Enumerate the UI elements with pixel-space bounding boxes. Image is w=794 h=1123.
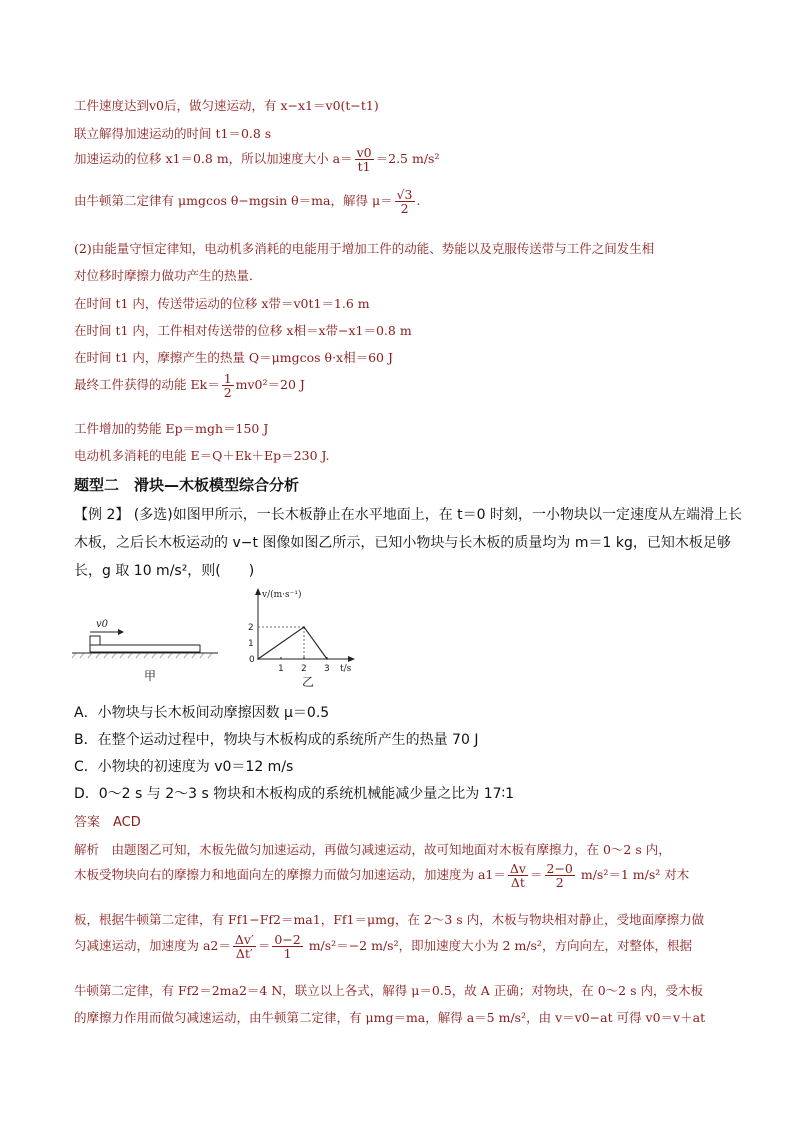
- x-tick-label: 3: [324, 664, 330, 674]
- solution-line-2: 联立解得加速运动的时间 t1＝0.8 s: [74, 126, 272, 141]
- x-tick-label: 1: [278, 664, 284, 674]
- solution-line-11: 工件增加的势能 Ep＝mgh＝150 J: [74, 421, 269, 436]
- analysis-line-5: 牛顿第二定律，有 Ff2＝2ma2＝4 N，联立以上各式，解得 μ＝0.5，故 A 正确；对物块，在 0～2 s 内，受木板: [74, 983, 703, 998]
- analysis-line-1: 解析 由题图乙可知，木板先做匀加速运动，再做匀减速运动，故可知地面对木板有摩擦力，在 0～2 s 内，: [74, 842, 671, 857]
- solution-line-3: 加速运动的位移 x1＝0.8 m，所以加速度大小 a＝ $\frac{v0}{t1}$ ＝2.5 m/s²: [74, 145, 440, 174]
- solution-line-4: 由牛顿第二定律有 μmgcos θ−mgsin θ＝ma，解得 μ＝ $\frac{√3}{2}$ .: [74, 187, 421, 216]
- solution-line-8: 在时间 t1 内，工件相对传送带的位移 x相＝x带−x1＝0.8 m: [74, 323, 412, 338]
- option-c: C．小物块的初速度为 v0＝12 m/s: [74, 759, 294, 775]
- solution-line-7: 在时间 t1 内，传送带运动的位移 x带＝v0t1＝1.6 m: [74, 296, 370, 311]
- analysis-line-3: 板，根据牛顿第二定律，有 Ff1−Ff2＝ma1，Ff1＝μmg，在 2～3 s 内，木板与物块相对静止，受地面摩擦力做: [74, 912, 705, 927]
- jia-label: 甲: [144, 669, 157, 683]
- example-line-3: 长，g 取 10 m/s²，则( ): [74, 563, 255, 579]
- y-tick-label: 1: [248, 639, 254, 649]
- option-d: D．0～2 s 与 2～3 s 物块和木板构成的系统机械能减少量之比为 17∶1: [74, 786, 515, 802]
- section-title: 题型二 滑块—木板模型综合分析: [74, 476, 300, 494]
- x-axis-label: t/s: [340, 664, 352, 674]
- x-tick-label: 2: [301, 664, 307, 674]
- example-line-2: 木板，之后长木板运动的 v−t 图像如图乙所示，已知小物块与长木板的质量均为 m＝1 kg，已知木板足够: [74, 535, 731, 551]
- solution-line-12: 电动机多消耗的电能 E＝Q＋Ek＋Ep＝230 J.: [74, 448, 330, 463]
- solution-line-9: 在时间 t1 内，摩擦产生的热量 Q＝μmgcos θ·x相＝60 J: [74, 350, 393, 365]
- figure-jia: [70, 610, 220, 685]
- v0-label: v0: [96, 619, 109, 630]
- vt-line-series: [258, 627, 327, 659]
- y-axis-label: v/(m·s⁻¹): [262, 590, 302, 600]
- yi-label: 乙: [302, 675, 315, 689]
- analysis-line-4: 匀减速运动，加速度为 a2＝ $\frac{\Delta v'}{\Delta t'}$ ＝ $\frac{0-2}{1}$ m/s²＝−2 m/s²，即加速度大小为 2 m/s²，方向向左，对整体，根据: [74, 932, 692, 961]
- analysis-line-2: 木板受物块向右的摩擦力和地面向左的摩擦力而做匀加速运动，加速度为 a1＝ $\frac{\Delta v}{\Delta t}$ ＝ $\frac{2-0}{2}$ m/s²＝1 m/s² 对木: [74, 861, 690, 890]
- y-tick-label: 2: [248, 623, 254, 633]
- answer: 答案 ACD: [74, 815, 141, 830]
- figure-yi-vt-graph: [240, 585, 370, 690]
- solution-line-6: 对位移时摩擦力做功产生的热量．: [74, 268, 262, 283]
- analysis-line-6: 的摩擦力作用而做匀减速运动，由牛顿第二定律，有 μmg＝ma，解得 a＝5 m/s²，由 v＝v0−at 可得 v0＝v＋at: [74, 1010, 706, 1025]
- option-a: A．小物块与长木板间动摩擦因数 μ＝0.5: [74, 705, 330, 721]
- example-line-1: 【例 2】 (多选)如图甲所示，一长木板静止在水平地面上，在 t＝0 时刻，一小物块以一定速度从左端滑上长: [74, 507, 743, 523]
- solution-line-1: 工件速度达到v0后，做匀速运动，有 x−x1＝v0(t−t1): [74, 98, 379, 113]
- origin-label: 0: [249, 655, 255, 665]
- solution-line-10: 最终工件获得的动能 Ek＝ $\frac{1}{2}$ mv0²＝20 J: [74, 371, 305, 400]
- solution-line-5: (2)由能量守恒定律知，电动机多消耗的电能用于增加工件的动能、势能以及克服传送带与工件之间发生相: [74, 241, 655, 256]
- option-b: B．在整个运动过程中，物块与木板构成的系统所产生的热量 70 J: [74, 732, 479, 748]
